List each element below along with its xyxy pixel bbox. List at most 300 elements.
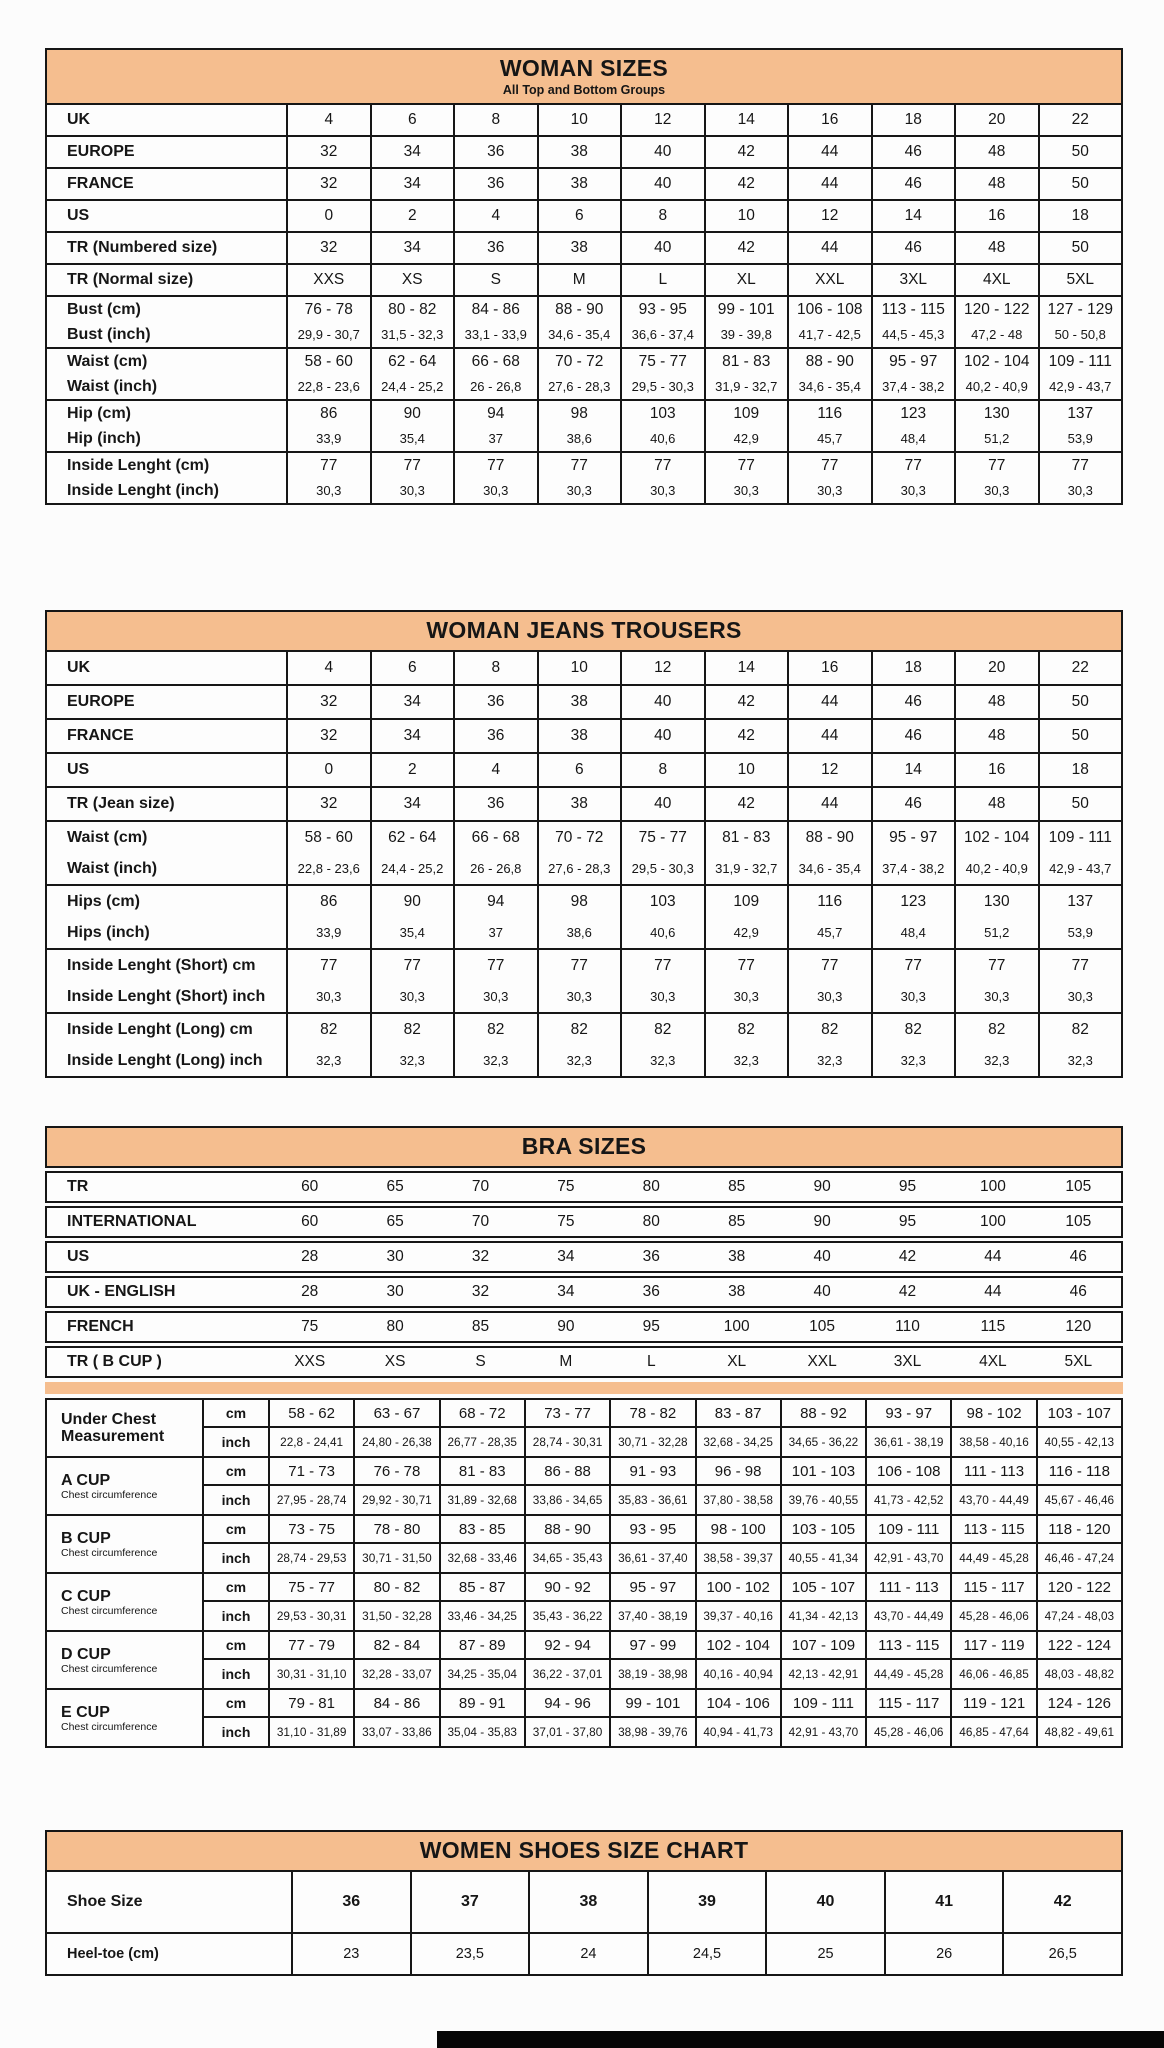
size-cell: 22,8 - 23,6 xyxy=(286,853,370,884)
table-row xyxy=(47,322,1121,347)
size-cell: 46 xyxy=(871,686,955,718)
size-cell: 46 xyxy=(871,788,955,820)
table-row xyxy=(47,1932,1121,1974)
bra-cm-cell: 82 - 84 xyxy=(353,1632,438,1660)
row-label: UK - ENGLISH xyxy=(67,1283,176,1300)
bra-cm-cell: 89 - 91 xyxy=(439,1690,524,1718)
size-cell: 93 - 95 xyxy=(620,297,704,322)
size-cell: 40,6 xyxy=(620,917,704,948)
table-row xyxy=(47,917,1121,948)
bra-inch-cell: 31,10 - 31,89 xyxy=(268,1718,353,1746)
bra-cm-cell: 98 - 102 xyxy=(950,1400,1035,1428)
size-cell: 14 xyxy=(871,754,955,786)
size-cell: 120 - 122 xyxy=(954,297,1038,322)
size-cell: 42 xyxy=(704,137,788,167)
size-cell: 127 - 129 xyxy=(1038,297,1122,322)
size-cell: 6 xyxy=(370,105,454,135)
size-cell: 47,2 - 48 xyxy=(954,322,1038,347)
row-group xyxy=(47,948,1121,1012)
table-row xyxy=(47,137,1121,167)
woman-sizes-table xyxy=(45,48,1123,505)
row-label: FRENCH xyxy=(67,1318,134,1335)
bra-size-cell: 75 xyxy=(557,1213,575,1230)
bra-size-cell: 75 xyxy=(301,1318,319,1335)
size-cell: 36 xyxy=(453,788,537,820)
row-label: Waist (cm) xyxy=(67,828,148,846)
bra-cm-cell: 98 - 100 xyxy=(695,1516,780,1544)
bra-inch-cell: 44,49 - 45,28 xyxy=(865,1660,950,1688)
row-group xyxy=(47,399,1121,451)
size-cell: 53,9 xyxy=(1038,426,1122,451)
bra-size-cell: 80 xyxy=(642,1178,660,1195)
size-cell: 48 xyxy=(954,788,1038,820)
bra-inch-cell: 37,80 - 38,58 xyxy=(695,1486,780,1514)
size-cell: 103 xyxy=(620,886,704,917)
size-cell: 30,3 xyxy=(871,981,955,1012)
size-cell: 34 xyxy=(370,720,454,752)
size-cell: 88 - 90 xyxy=(787,349,871,374)
unit-label-inch: inch xyxy=(202,1544,268,1572)
bra-inch-cell: 35,43 - 36,22 xyxy=(524,1602,609,1630)
size-cell: 36 xyxy=(453,137,537,167)
bra-inch-cell: 22,8 - 24,41 xyxy=(268,1428,353,1456)
row-label: TR ( B CUP ) xyxy=(67,1353,162,1370)
bra-cm-cell: 92 - 94 xyxy=(524,1632,609,1660)
size-cell: 46 xyxy=(871,137,955,167)
size-cell: 98 xyxy=(537,886,621,917)
table-row xyxy=(47,374,1121,399)
size-cell: 77 xyxy=(704,950,788,981)
bra-size-cell: 105 xyxy=(809,1318,836,1335)
bra-cm-cell: 76 - 78 xyxy=(353,1458,438,1486)
bra-inch-cell: 38,19 - 38,98 xyxy=(609,1660,694,1688)
bra-inch-cell: 39,37 - 40,16 xyxy=(695,1602,780,1630)
size-cell: 75 - 77 xyxy=(620,349,704,374)
table-title: WOMAN SIZES xyxy=(499,55,669,81)
bra-inch-cell: 33,46 - 34,25 xyxy=(439,1602,524,1630)
bra-inch-cell: 36,22 - 37,01 xyxy=(524,1660,609,1688)
bra-size-cell: 60 xyxy=(301,1213,319,1230)
size-cell: 40,6 xyxy=(620,426,704,451)
bra-size-cell: 65 xyxy=(386,1178,404,1195)
unit-label-cm: cm xyxy=(202,1690,268,1718)
size-cell: 48 xyxy=(954,233,1038,263)
row-label: US xyxy=(67,1248,90,1265)
row-label: UK xyxy=(67,659,91,676)
bra-cm-cell: 106 - 108 xyxy=(865,1458,950,1486)
row-group xyxy=(47,718,1121,752)
size-cell: 106 - 108 xyxy=(787,297,871,322)
size-cell: 82 xyxy=(871,1014,955,1045)
size-cell: 66 - 68 xyxy=(453,349,537,374)
bra-inch-cell: 32,28 - 33,07 xyxy=(353,1660,438,1688)
bra-inch-cell: 31,89 - 32,68 xyxy=(439,1486,524,1514)
size-cell: 81 - 83 xyxy=(704,349,788,374)
cup-label-cell xyxy=(47,1574,202,1630)
size-cell: 42 xyxy=(704,720,788,752)
size-cell: 36,6 - 37,4 xyxy=(620,322,704,347)
cup-name: Under Chest Measurement xyxy=(61,1411,165,1445)
row-label: Shoe Size xyxy=(67,1893,143,1910)
size-cell: 20 xyxy=(954,652,1038,684)
bra-size-cell: 90 xyxy=(813,1178,831,1195)
bra-size-cell: 36 xyxy=(642,1283,660,1300)
size-cell: 58 - 60 xyxy=(286,349,370,374)
table-title: BRA SIZES xyxy=(521,1133,647,1159)
bra-size-cell: 95 xyxy=(642,1318,660,1335)
unit-label-inch: inch xyxy=(202,1718,268,1746)
size-cell: 51,2 xyxy=(954,917,1038,948)
table-row xyxy=(47,886,1121,917)
bra-row xyxy=(45,1241,1123,1273)
bra-cm-cell: 88 - 92 xyxy=(780,1400,865,1428)
size-cell: 16 xyxy=(787,105,871,135)
unit-label-cm: cm xyxy=(202,1516,268,1544)
size-cell: 29,9 - 30,7 xyxy=(286,322,370,347)
size-cell: 31,5 - 32,3 xyxy=(370,322,454,347)
size-cell: 77 xyxy=(537,453,621,478)
bra-inch-cell: 41,73 - 42,52 xyxy=(865,1486,950,1514)
table-header xyxy=(45,1830,1123,1872)
bra-inch-cell: 32,68 - 33,46 xyxy=(439,1544,524,1572)
row-label: Inside Lenght (cm) xyxy=(67,456,210,474)
row-group xyxy=(47,884,1121,948)
bra-inch-cell: 43,70 - 44,49 xyxy=(950,1486,1035,1514)
size-cell: 103 xyxy=(620,401,704,426)
size-cell: 80 - 82 xyxy=(370,297,454,322)
bra-cm-cell: 97 - 99 xyxy=(609,1632,694,1660)
size-cell: 75 - 77 xyxy=(620,822,704,853)
size-cell: 2 xyxy=(370,754,454,786)
unit-label-inch: inch xyxy=(202,1486,268,1514)
bra-cm-cell: 79 - 81 xyxy=(268,1690,353,1718)
size-cell: 30,3 xyxy=(704,981,788,1012)
bra-inch-cell: 47,24 - 48,03 xyxy=(1036,1602,1121,1630)
bra-inch-cell: 29,92 - 30,71 xyxy=(353,1486,438,1514)
size-cell: 2 xyxy=(370,201,454,231)
size-cell: 6 xyxy=(537,754,621,786)
row-label: Inside Lenght (Long) inch xyxy=(67,1051,263,1069)
bra-cm-cell: 86 - 88 xyxy=(524,1458,609,1486)
size-cell: 26 - 26,8 xyxy=(453,374,537,399)
bra-cm-cell: 115 - 117 xyxy=(865,1690,950,1718)
bra-inch-cell: 35,83 - 36,61 xyxy=(609,1486,694,1514)
shoe-size-cell: 38 xyxy=(528,1872,647,1932)
bra-cm-cell: 96 - 98 xyxy=(695,1458,780,1486)
bra-size-cell: 28 xyxy=(301,1248,319,1265)
row-label: EUROPE xyxy=(67,143,135,160)
row-label: Hips (cm) xyxy=(67,892,140,910)
size-cell: 45,7 xyxy=(787,426,871,451)
size-cell: 82 xyxy=(453,1014,537,1045)
size-cell: 30,3 xyxy=(954,981,1038,1012)
unit-label-cm: cm xyxy=(202,1458,268,1486)
size-cell: 116 xyxy=(787,401,871,426)
bra-size-cell: 5XL xyxy=(1064,1353,1093,1370)
table-row xyxy=(47,201,1121,231)
row-group xyxy=(47,105,1121,135)
row-label: EUROPE xyxy=(67,693,135,710)
size-cell: 94 xyxy=(453,401,537,426)
bra-inch-cell: 38,58 - 40,16 xyxy=(950,1428,1035,1456)
size-cell: 29,5 - 30,3 xyxy=(620,853,704,884)
table-row xyxy=(47,720,1121,752)
size-cell: L xyxy=(620,265,704,295)
bra-inch-cell: 36,61 - 37,40 xyxy=(609,1544,694,1572)
size-cell: 48 xyxy=(954,169,1038,199)
table-row xyxy=(47,105,1121,135)
row-group xyxy=(47,295,1121,347)
bra-size-cell: 30 xyxy=(386,1248,404,1265)
bra-size-cell: 28 xyxy=(301,1283,319,1300)
cup-label-cell xyxy=(47,1458,202,1514)
size-cell: 40 xyxy=(620,720,704,752)
size-cell: 46 xyxy=(871,169,955,199)
size-cell: 82 xyxy=(537,1014,621,1045)
bra-inch-cell: 46,06 - 46,85 xyxy=(950,1660,1035,1688)
size-cell: 32,3 xyxy=(704,1045,788,1076)
row-label: Waist (cm) xyxy=(67,352,148,370)
bra-size-cell: 40 xyxy=(813,1283,831,1300)
size-cell: 29,5 - 30,3 xyxy=(620,374,704,399)
size-cell: 99 - 101 xyxy=(704,297,788,322)
size-cell: 90 xyxy=(370,401,454,426)
cup-row-group xyxy=(47,1456,1121,1514)
size-cell: 50 xyxy=(1038,788,1122,820)
size-cell: 34 xyxy=(370,686,454,718)
size-cell: 94 xyxy=(453,886,537,917)
size-cell: 50 - 50,8 xyxy=(1038,322,1122,347)
size-cell: 123 xyxy=(871,401,955,426)
size-cell: 48 xyxy=(954,720,1038,752)
size-cell: 38 xyxy=(537,686,621,718)
table-title: WOMAN JEANS TROUSERS xyxy=(426,617,742,643)
size-cell: 42,9 xyxy=(704,426,788,451)
bra-size-cell: 105 xyxy=(1065,1178,1092,1195)
cup-sublabel: Chest circumference xyxy=(61,1604,158,1617)
bra-inch-cell: 30,71 - 32,28 xyxy=(609,1428,694,1456)
size-cell: 130 xyxy=(954,401,1038,426)
size-cell: 22 xyxy=(1038,652,1122,684)
bra-inch-cell: 41,34 - 42,13 xyxy=(780,1602,865,1630)
bra-cm-cell: 73 - 77 xyxy=(524,1400,609,1428)
bra-size-cell: 85 xyxy=(471,1318,490,1335)
table-row xyxy=(47,981,1121,1012)
bra-size-cell: XXL xyxy=(807,1353,837,1370)
row-group xyxy=(47,752,1121,786)
size-cell: 50 xyxy=(1038,720,1122,752)
size-cell: 26 - 26,8 xyxy=(453,853,537,884)
bra-inch-cell: 30,71 - 31,50 xyxy=(353,1544,438,1572)
cup-label-cell xyxy=(47,1632,202,1688)
table-row xyxy=(47,754,1121,786)
size-cell: 40,2 - 40,9 xyxy=(954,374,1038,399)
size-cell: 44 xyxy=(787,720,871,752)
table-header xyxy=(45,610,1123,652)
bra-size-cell: 44 xyxy=(984,1283,1002,1300)
size-cell: 62 - 64 xyxy=(370,349,454,374)
size-cell: 37 xyxy=(453,917,537,948)
size-cell: 30,3 xyxy=(537,981,621,1012)
shoe-size-cell: 26,5 xyxy=(1002,1934,1121,1974)
table-row xyxy=(47,349,1121,374)
bra-size-cell: 115 xyxy=(980,1318,1006,1335)
bra-size-cell: 95 xyxy=(898,1213,917,1230)
size-cell: 77 xyxy=(286,950,370,981)
bra-size-cell: 38 xyxy=(728,1248,746,1265)
size-cell: 48,4 xyxy=(871,917,955,948)
cup-name: D CUP xyxy=(61,1645,111,1663)
bra-inch-cell: 42,91 - 43,70 xyxy=(865,1544,950,1572)
table-subtitle: All Top and Bottom Groups xyxy=(502,83,666,97)
row-group xyxy=(47,652,1121,684)
row-group xyxy=(47,451,1121,503)
size-cell: 123 xyxy=(871,886,955,917)
bra-cm-cell: 91 - 93 xyxy=(609,1458,694,1486)
bra-cm-cell: 120 - 122 xyxy=(1036,1574,1121,1602)
shoe-size-cell: 36 xyxy=(291,1872,410,1932)
row-label: TR (Normal size) xyxy=(67,271,194,288)
size-cell: 30,3 xyxy=(370,981,454,1012)
size-cell: 82 xyxy=(704,1014,788,1045)
women-shoes-size-chart-table xyxy=(45,1830,1123,1976)
size-cell: 130 xyxy=(954,886,1038,917)
size-cell: 40 xyxy=(620,169,704,199)
size-cell: 14 xyxy=(704,105,788,135)
size-cell: 77 xyxy=(787,453,871,478)
row-group xyxy=(47,684,1121,718)
size-cell: 30,3 xyxy=(1038,981,1122,1012)
size-cell: 109 xyxy=(704,886,788,917)
bra-cm-cell: 111 - 113 xyxy=(950,1458,1035,1486)
bra-inch-cell: 37,40 - 38,19 xyxy=(609,1602,694,1630)
row-label: TR (Numbered size) xyxy=(67,239,218,256)
bra-size-cell: 34 xyxy=(557,1283,575,1300)
size-cell: M xyxy=(537,265,621,295)
size-cell: 77 xyxy=(453,453,537,478)
size-cell: 8 xyxy=(453,105,537,135)
size-cell: 42,9 xyxy=(704,917,788,948)
bra-cm-cell: 93 - 97 xyxy=(865,1400,950,1428)
size-cell: 8 xyxy=(620,754,704,786)
unit-label-cm: cm xyxy=(202,1400,268,1428)
size-cell: 32,3 xyxy=(286,1045,370,1076)
bra-inch-cell: 39,76 - 40,55 xyxy=(780,1486,865,1514)
size-cell: 35,4 xyxy=(370,426,454,451)
bra-inch-cell: 27,95 - 28,74 xyxy=(268,1486,353,1514)
size-cell: 10 xyxy=(704,754,788,786)
bra-cm-cell: 84 - 86 xyxy=(353,1690,438,1718)
bra-inch-cell: 42,13 - 42,91 xyxy=(780,1660,865,1688)
bra-size-cell: 80 xyxy=(386,1318,404,1335)
bra-row xyxy=(45,1171,1123,1203)
size-cell: 34 xyxy=(370,137,454,167)
table-header xyxy=(45,1126,1123,1168)
size-cell: 50 xyxy=(1038,169,1122,199)
row-label: Inside Lenght (Short) inch xyxy=(67,987,266,1005)
size-cell: 24,4 - 25,2 xyxy=(370,853,454,884)
bra-cm-cell: 104 - 106 xyxy=(695,1690,780,1718)
table-body xyxy=(45,105,1123,505)
size-cell: 86 xyxy=(286,886,370,917)
table-body xyxy=(45,652,1123,1078)
bra-cm-cell: 80 - 82 xyxy=(353,1574,438,1602)
bra-cm-cell: 90 - 92 xyxy=(524,1574,609,1602)
bra-inch-cell: 38,98 - 39,76 xyxy=(609,1718,694,1746)
size-cell: 38,6 xyxy=(537,917,621,948)
size-cell: 77 xyxy=(370,950,454,981)
bra-inch-cell: 40,55 - 41,34 xyxy=(780,1544,865,1572)
unit-label-cm: cm xyxy=(202,1574,268,1602)
bra-inch-cell: 48,82 - 49,61 xyxy=(1036,1718,1121,1746)
size-cell: 98 xyxy=(537,401,621,426)
bra-inch-cell: 33,07 - 33,86 xyxy=(353,1718,438,1746)
size-cell: 66 - 68 xyxy=(453,822,537,853)
shoe-size-cell: 23,5 xyxy=(410,1934,529,1974)
bra-inch-cell: 48,03 - 48,82 xyxy=(1036,1660,1121,1688)
size-cell: 30,3 xyxy=(370,478,454,503)
bra-size-cell: 44 xyxy=(984,1248,1002,1265)
table-row xyxy=(47,686,1121,718)
size-cell: 82 xyxy=(370,1014,454,1045)
size-cell: 84 - 86 xyxy=(453,297,537,322)
size-cell: 77 xyxy=(1038,950,1122,981)
cup-sublabel: Chest circumference xyxy=(61,1662,158,1675)
bra-inch-cell: 28,74 - 29,53 xyxy=(268,1544,353,1572)
bra-cm-cell: 102 - 104 xyxy=(695,1632,780,1660)
size-cell: 30,3 xyxy=(787,981,871,1012)
bra-size-cell: 40 xyxy=(813,1248,831,1265)
bra-inch-cell: 46,46 - 47,24 xyxy=(1036,1544,1121,1572)
size-cell: 38 xyxy=(537,233,621,263)
bra-cm-cell: 58 - 62 xyxy=(268,1400,353,1428)
size-cell: 30,3 xyxy=(787,478,871,503)
size-cell: 12 xyxy=(787,201,871,231)
shoe-size-cell: 41 xyxy=(884,1872,1003,1932)
bra-size-cell: L xyxy=(646,1353,656,1370)
bra-inch-cell: 45,28 - 46,06 xyxy=(865,1718,950,1746)
size-cell: 40 xyxy=(620,233,704,263)
cup-label-cell xyxy=(47,1516,202,1572)
size-cell: XXS xyxy=(286,265,370,295)
size-cell: 34,6 - 35,4 xyxy=(787,374,871,399)
size-cell: 137 xyxy=(1038,401,1122,426)
size-cell: 8 xyxy=(620,201,704,231)
size-cell: 16 xyxy=(954,754,1038,786)
shoe-size-cell: 26 xyxy=(884,1934,1003,1974)
bra-sizes-table xyxy=(45,1126,1123,1748)
size-cell: 109 - 111 xyxy=(1038,349,1122,374)
orange-divider xyxy=(45,1382,1123,1394)
shoe-size-cell: 37 xyxy=(410,1872,529,1932)
bra-size-cell: 30 xyxy=(386,1283,404,1300)
size-cell: 45,7 xyxy=(787,917,871,948)
bra-cm-cell: 105 - 107 xyxy=(780,1574,865,1602)
bra-cm-cell: 116 - 118 xyxy=(1036,1458,1121,1486)
size-cell: 30,3 xyxy=(620,981,704,1012)
bra-size-cell: 65 xyxy=(386,1213,404,1230)
bra-size-cell: 90 xyxy=(557,1318,575,1335)
cup-name: E CUP xyxy=(61,1703,110,1721)
size-cell: 18 xyxy=(871,652,955,684)
bra-inch-cell: 42,91 - 43,70 xyxy=(780,1718,865,1746)
table-body xyxy=(45,1872,1123,1976)
size-cell: 113 - 115 xyxy=(871,297,955,322)
bra-cm-cell: 122 - 124 xyxy=(1036,1632,1121,1660)
size-cell: 4 xyxy=(286,652,370,684)
shoe-size-cell: 39 xyxy=(647,1872,766,1932)
size-cell: 41,7 - 42,5 xyxy=(787,322,871,347)
